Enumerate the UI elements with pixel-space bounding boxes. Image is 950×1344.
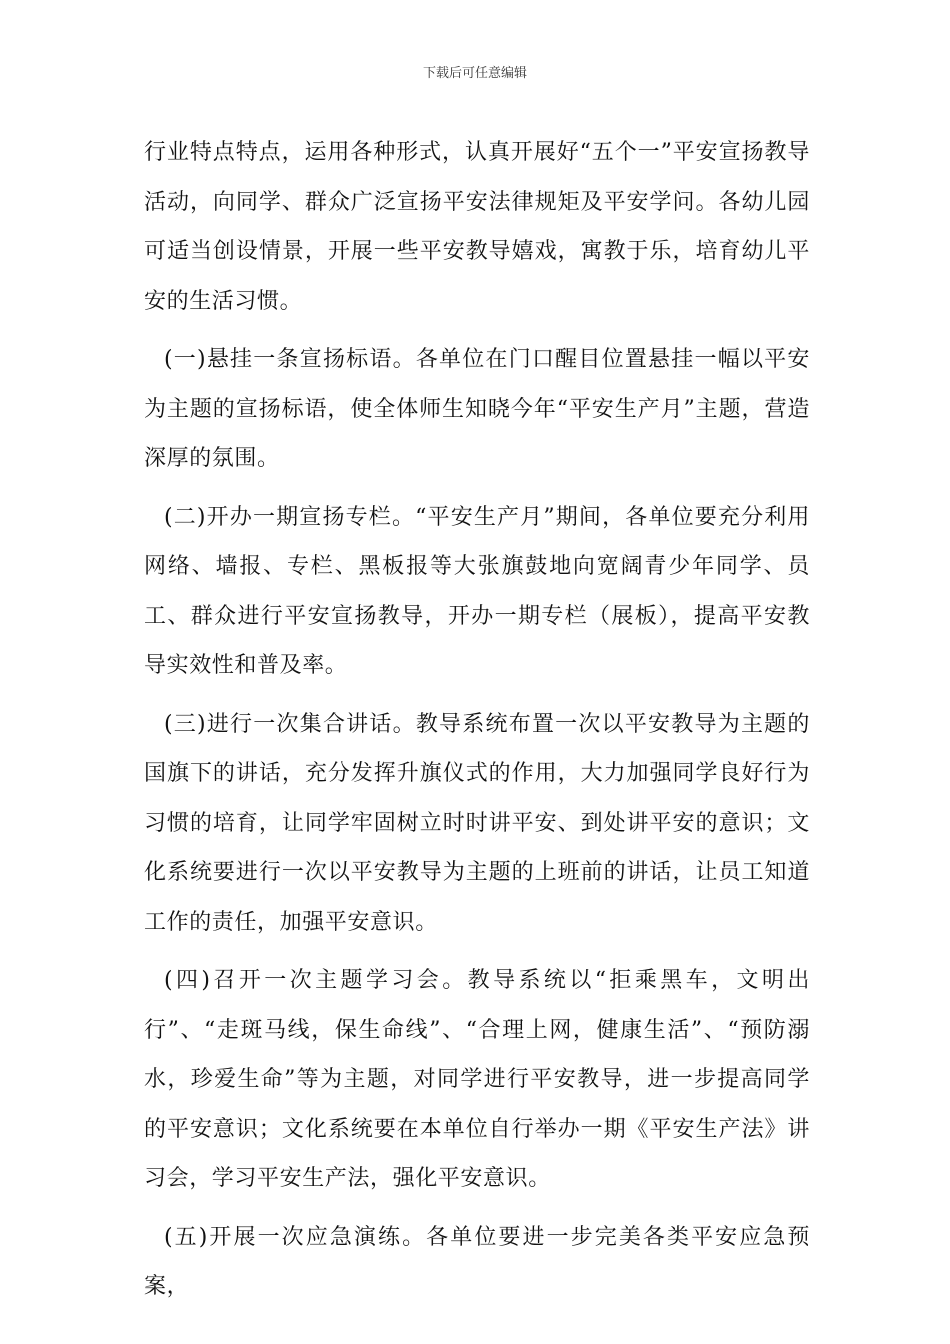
- paragraph-item-4: (四)召开一次主题学习会。教导系统以“拒乘黑车，文明出行”、“走斑马线，保生命线”、“合理上网，健康生活”、“预防溺水，珍爱生命”等为主题，对同学进行平安教导，进一步提高同学的平安意识；文化系统要在本单位自行举办一期《平安生产法》讲习会，学习平安生产法，强化平安意识。: [144, 968, 810, 1191]
- paragraph-item-5: (五)开展一次应急演练。各单位要进一步完美各类平安应急预案，: [144, 1224, 810, 1299]
- paragraph-item-3: (三)进行一次集合讲话。教导系统布置一次以平安教导为主题的国旗下的讲话，充分发挥升旗仪式的作用，大力加强同学良好行为习惯的培育，让同学牢固树立时时讲平安、到处讲平安的意识；文化系统要进行一次以平安教导为主题的上班前的讲话，让员工知道工作的责任，加强平安意识。: [144, 711, 810, 935]
- page-header: 下载后可任意编辑: [422, 66, 527, 81]
- paragraph-item-1: (一)悬挂一条宣扬标语。各单位在门口醒目位置悬挂一幅以平安为主题的宣扬标语，使全体师生知晓今年“平安生产月”主题，营造深厚的氛围。: [144, 347, 810, 471]
- document-body: [144, 128, 810, 1321]
- paragraph-continuation: 行业特点特点，运用各种形式，认真开展好“五个一”平安宣扬教导活动，向同学、群众广泛宣扬平安法律规矩及平安学问。各幼儿园可适当创设情景，开展一些平安教导嬉戏，寓教于乐，培育幼儿平安的生活习惯。: [144, 140, 810, 314]
- paragraph-item-2: (二)开办一期宣扬专栏。“平安生产月”期间，各单位要充分利用网络、墙报、专栏、黑板报等大张旗鼓地向宽阔青少年同学、员工、群众进行平安宣扬教导，开办一期专栏（展板），提高平安教导实效性和普及率。: [144, 504, 810, 678]
